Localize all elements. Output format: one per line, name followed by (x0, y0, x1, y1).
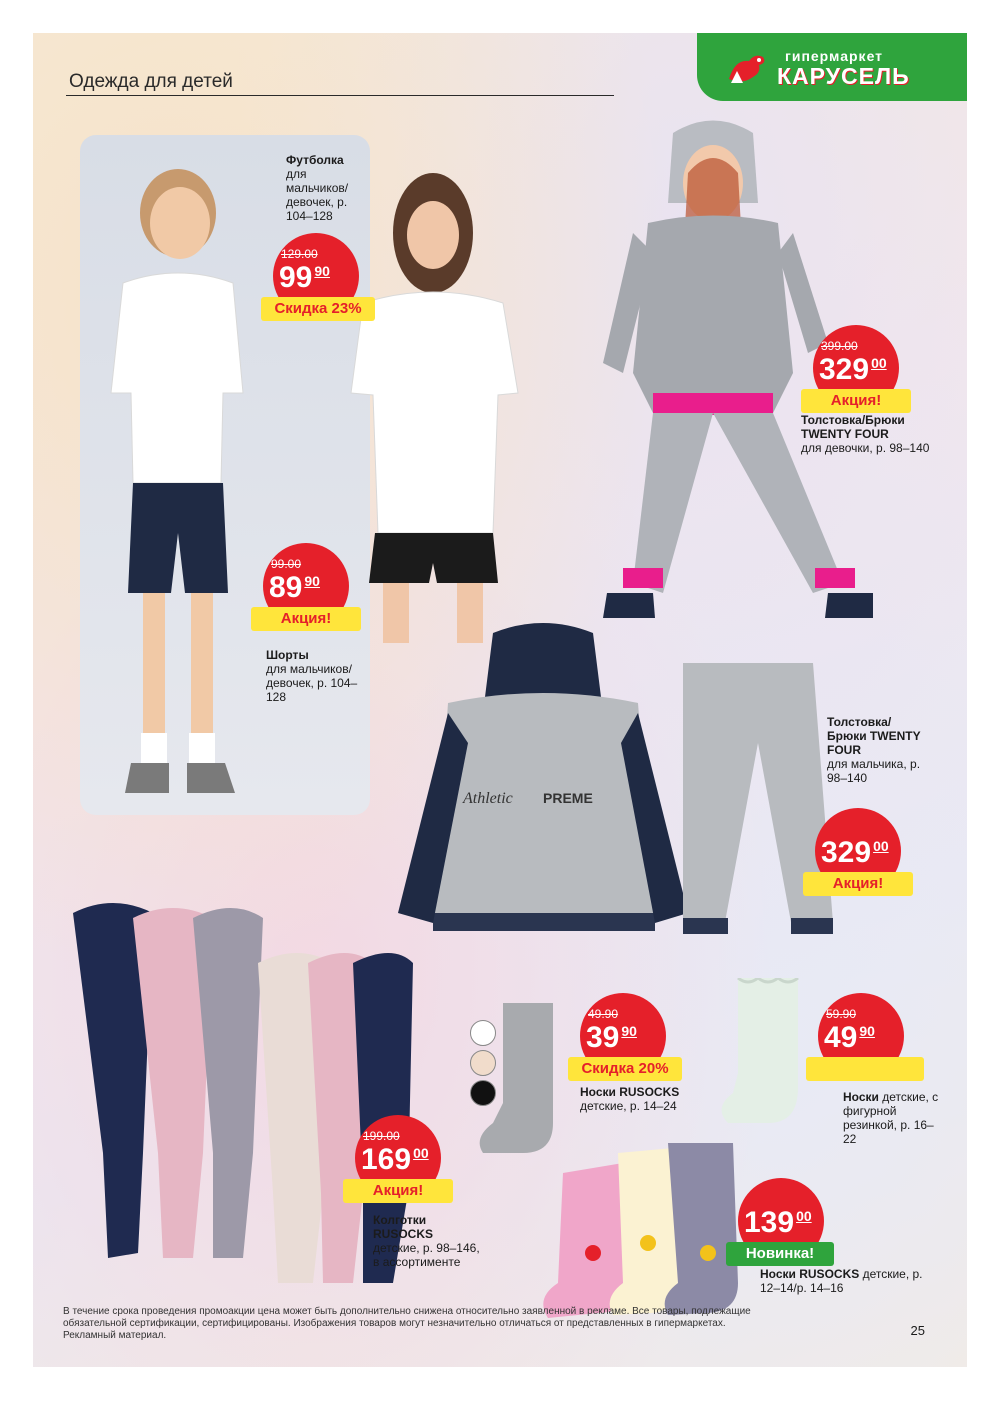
karusel-logo (697, 33, 967, 101)
shorts-description (266, 648, 366, 704)
patterned-socks-description (760, 1267, 940, 1295)
boy-suit-promo-tag: Акция! (803, 872, 913, 896)
tshirt-price-badge (261, 233, 371, 333)
patterned-socks-new-tag: Новинка! (726, 1242, 834, 1266)
frill-socks-description (843, 1090, 943, 1146)
girl-suit-details: для девочки, р. 98–140 (801, 441, 930, 455)
girl-suit-promo-tag: Акция! (801, 389, 911, 413)
girl-suit-price: 329 $^{00}$ (819, 353, 887, 386)
girl-suit-price-badge (801, 325, 911, 425)
tshirt-title: Футболка (286, 153, 344, 167)
tights-promo-tag: Акция! (343, 1179, 453, 1203)
plain-socks-discount-tag: Скидка 20% (568, 1057, 682, 1081)
catalog-page (33, 33, 967, 1367)
tshirt-details: для мальчиков/ девочек, р. 104–128 (286, 167, 349, 223)
tshirt-old-price: 129.00 (281, 247, 318, 261)
plain-socks-title: Носки RUSOCKS (580, 1085, 680, 1099)
shorts-price-badge (251, 543, 361, 643)
tights-old-price: 199.00 (363, 1129, 400, 1143)
legal-footnote: В течение срока проведения промоакции цена может быть дополнительно снижена относительно заявленной в рекламе. Все товары, подлежащие обязательной сертификации, сертифицированы. Изображения товаров могут незначительно отличаться от представленных в гипермаркетах. Рекламный материал. (63, 1306, 751, 1341)
patterned-socks-details: детские, р. 12–14/р. 14–16 (760, 1267, 923, 1295)
boy-suit-price-badge (803, 808, 913, 908)
boy-suit-details: для мальчика, р. 98–140 (827, 757, 921, 785)
tshirt-price: 99 $^{90}$ (279, 261, 330, 294)
girl-suit-description (801, 413, 951, 455)
shorts-price: 89 $^{90}$ (269, 571, 320, 604)
tshirt-discount-tag: Скидка 23% (261, 297, 375, 321)
frill-socks-image (713, 978, 813, 1138)
girl-suit-title: Толстовка/Брюки TWENTY FOUR (801, 413, 905, 441)
boy-suit-price: 329 $^{00}$ (821, 836, 889, 869)
frill-socks-title: Носки (843, 1090, 879, 1104)
shorts-promo-tag: Акция! (251, 607, 361, 631)
section-divider (66, 95, 614, 96)
plain-socks-price: 39 $^{90}$ (586, 1021, 637, 1054)
frill-socks-tag (806, 1057, 924, 1081)
boy-suit-title: Толстовка/ Брюки TWENTY FOUR (827, 715, 921, 757)
tights-price: 169 $^{00}$ (361, 1143, 429, 1176)
horse-logo-icon (725, 49, 771, 89)
plain-socks-details: детские, р. 14–24 (580, 1099, 677, 1113)
shorts-title: Шорты (266, 648, 309, 662)
page-number: 25 (910, 1323, 925, 1338)
patterned-socks-price: 139 $^{00}$ (744, 1206, 812, 1239)
plain-socks-description (580, 1085, 720, 1113)
patterned-socks-title: Носки RUSOCKS (760, 1267, 860, 1281)
plain-socks-old-price: 49.90 (588, 1007, 619, 1021)
patterned-socks-image (533, 1133, 753, 1333)
tshirt-description (286, 153, 366, 223)
boy-tracksuit-image (393, 623, 833, 953)
frill-socks-price-badge (806, 993, 916, 1093)
logo-title: КАРУСЕЛЬ (777, 63, 910, 89)
girl-suit-old-price: 399.00 (821, 339, 858, 353)
tights-image (63, 893, 413, 1293)
tights-description (373, 1213, 483, 1269)
shorts-old-price: 99.00 (271, 557, 302, 571)
tights-price-badge (343, 1115, 453, 1215)
tights-title: Колготки RUSOCKS (373, 1213, 434, 1241)
boy-suit-print-right: PREME (543, 790, 593, 806)
boy-suit-description (827, 715, 927, 785)
frill-socks-details: детские, с фигурной резинкой, р. 16–22 (843, 1090, 939, 1146)
patterned-socks-price-badge (726, 1178, 836, 1278)
plain-socks-price-badge (568, 993, 678, 1093)
tights-details: детские, р. 98–146, в ассортименте (373, 1241, 480, 1269)
logo-subtitle: гипермаркет (785, 48, 884, 64)
shorts-details: для мальчиков/ девочек, р. 104–128 (266, 662, 358, 704)
frill-socks-old-price: 59.90 (826, 1007, 857, 1021)
section-title: Одежда для детей (69, 71, 233, 92)
frill-socks-price: 49 $^{90}$ (824, 1021, 875, 1054)
boy-suit-print-left: Athletic (463, 790, 513, 807)
